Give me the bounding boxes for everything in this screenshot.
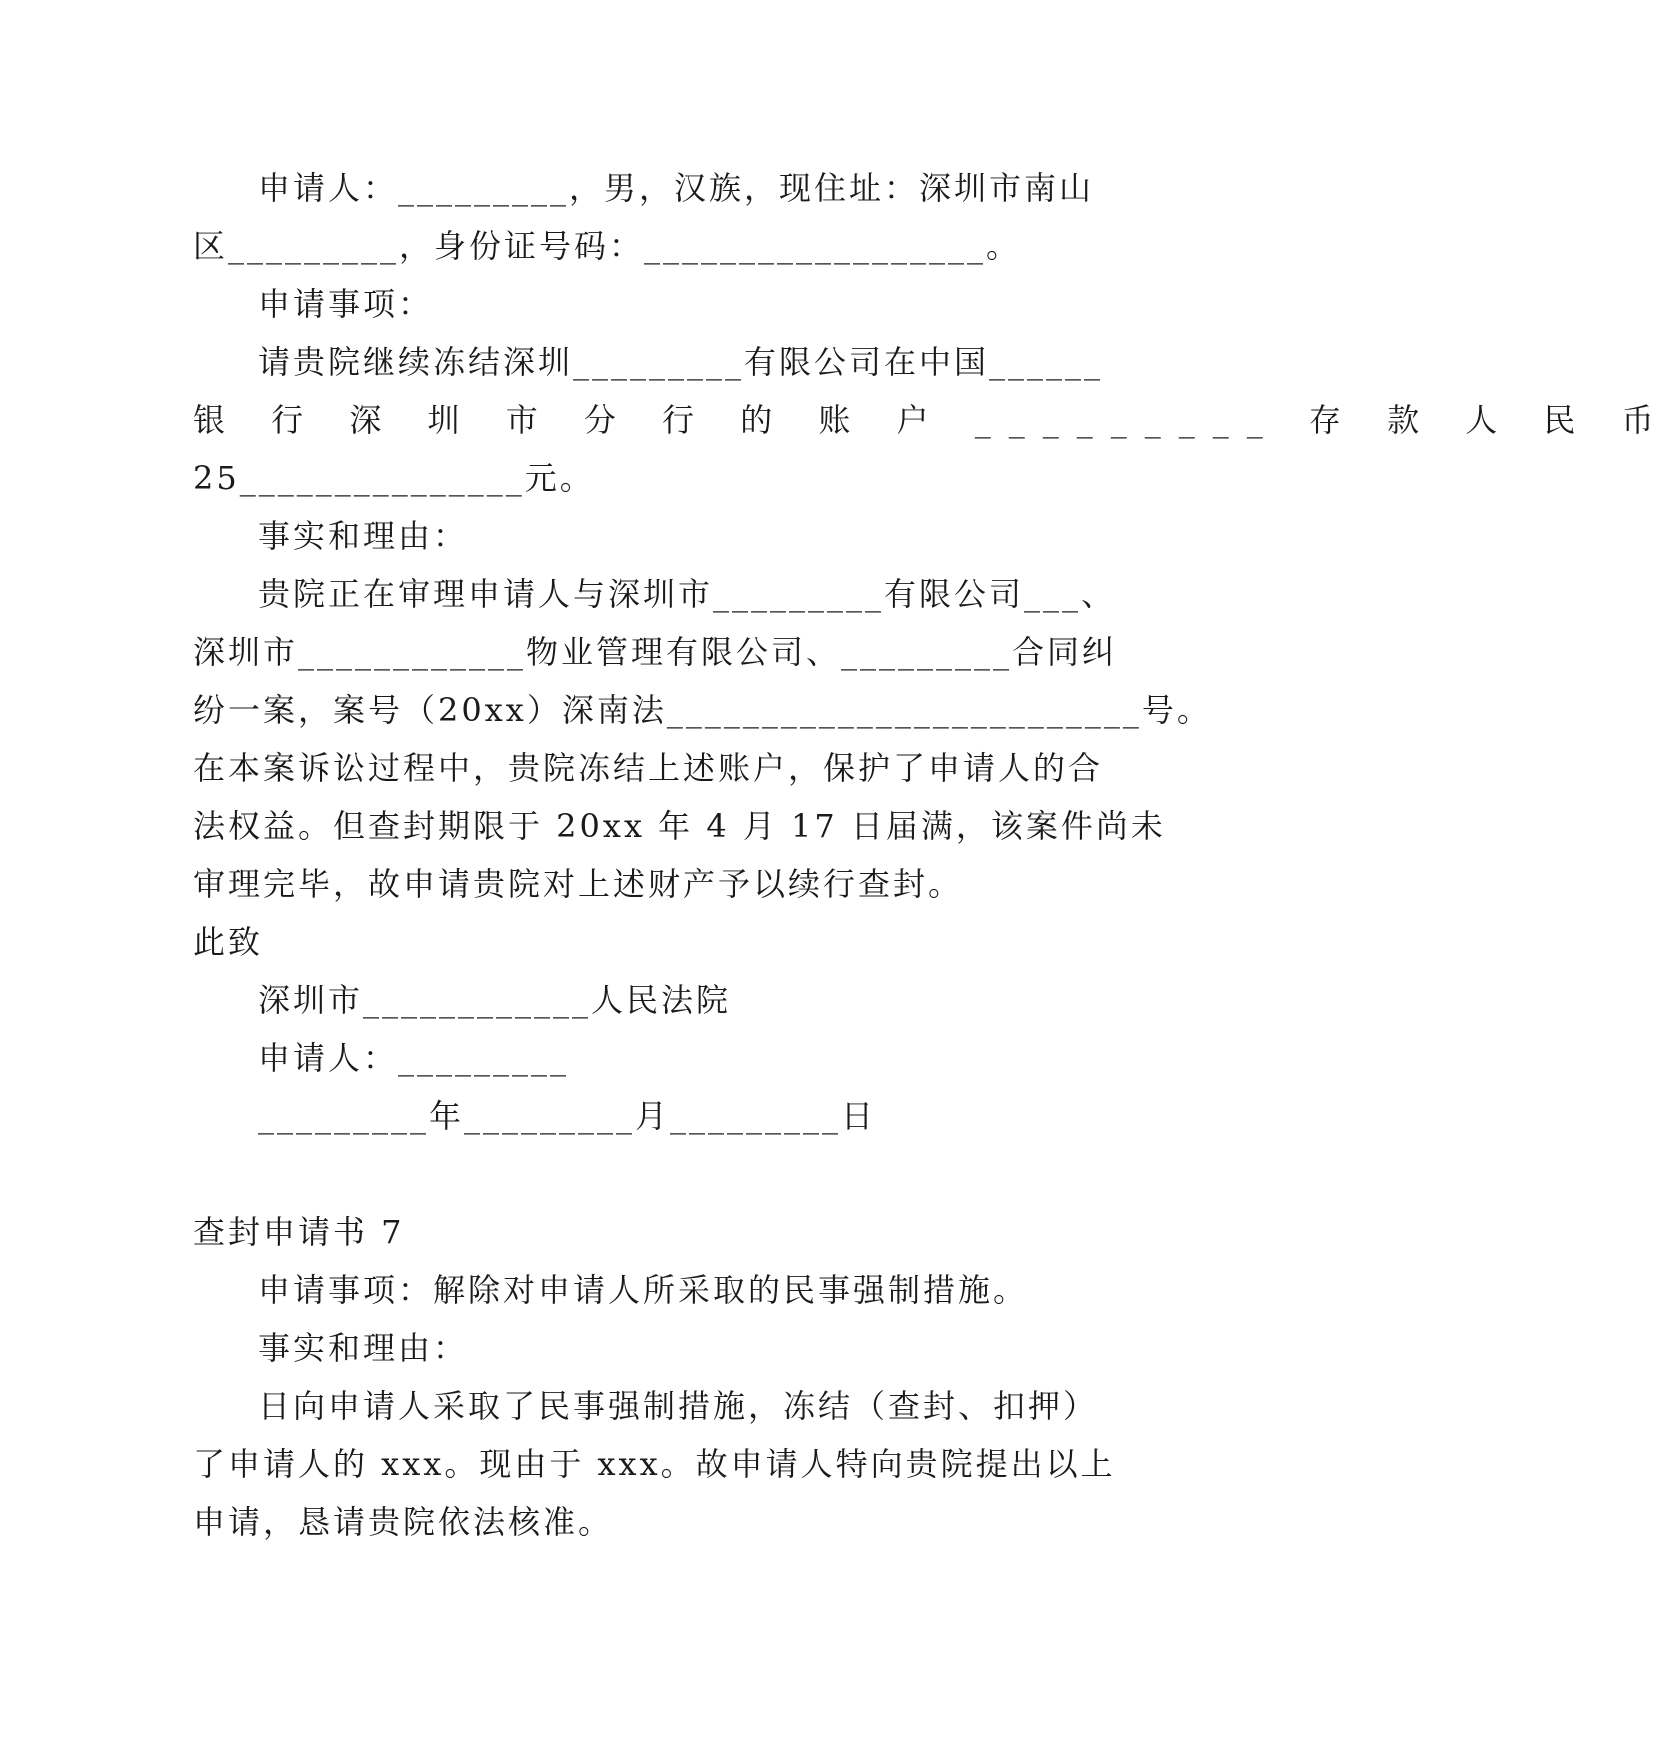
applicant-info-line: 申请人：_________，男，汉族，现住址：深圳市南山: [258, 169, 1095, 207]
request-line: 银 行 深 圳 市 分 行 的 账 户 _________ 存 款 人 民 币: [193, 401, 1672, 439]
reason-line: 深圳市____________物业管理有限公司、_________合同纠: [193, 633, 1118, 671]
request-line: 25_______________元。: [193, 459, 595, 497]
section-heading: 事实和理由：: [258, 1329, 469, 1367]
reason-line: 审理完毕，故申请贵院对上述财产予以续行查封。: [193, 865, 964, 903]
reason-line: 了申请人的 xxx。现由于 xxx。故申请人特向贵院提出以上: [193, 1445, 1116, 1483]
section-heading: 事实和理由：: [258, 517, 469, 555]
date-line: _________年_________月_________日: [258, 1097, 877, 1135]
applicant-info-line: 区_________，身份证号码：__________________。: [193, 227, 1022, 265]
section-heading: 申请事项：: [258, 285, 434, 323]
reason-line: 贵院正在审理申请人与深圳市_________有限公司___、: [258, 575, 1117, 613]
reason-line: 在本案诉讼过程中，贵院冻结上述账户，保护了申请人的合: [193, 749, 1104, 787]
signature-line: 申请人：_________: [258, 1039, 570, 1077]
document-title: 查封申请书 7: [193, 1213, 405, 1251]
salutation: 此致: [193, 923, 264, 961]
reason-line: 纷一案，案号（20xx）深南法_________________________号。: [193, 691, 1212, 729]
request-line: 申请事项：解除对申请人所采取的民事强制措施。: [258, 1271, 1029, 1309]
reason-line: 法权益。但查封期限于 20xx 年 4 月 17 日届满，该案件尚未: [193, 807, 1166, 845]
reason-line: 申请，恳请贵院依法核准。: [193, 1503, 614, 1541]
reason-line: 日向申请人采取了民事强制措施，冻结（查封、扣押）: [258, 1387, 1099, 1425]
request-line: 请贵院继续冻结深圳_________有限公司在中国______: [258, 343, 1104, 381]
court-name: 深圳市____________人民法院: [258, 981, 732, 1019]
